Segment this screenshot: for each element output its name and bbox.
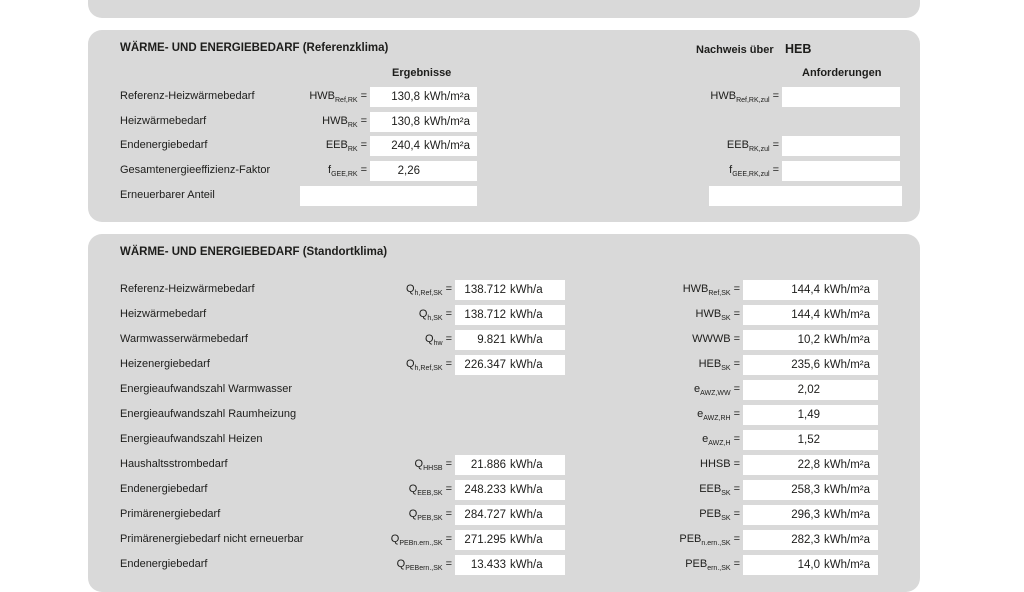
quantity-symbol: $Q_{h,SK}$ = — [418, 308, 452, 323]
nachweis-ueber-label: Nachweis über — [696, 44, 774, 56]
requirement-value-field[interactable] — [743, 430, 878, 450]
quantity-symbol: $Q_{PEBern.,SK}$ = — [396, 558, 452, 573]
section-title-standortklima: WÄRME- UND ENERGIEBEDARF (Standortklima) — [120, 246, 388, 258]
requirement-unit: kWh/m²a — [824, 309, 870, 321]
quantity-symbol: $HWB_{RK}$ = — [322, 114, 367, 129]
row-label: Gesamtenergieeffizienz-Faktor — [120, 164, 271, 177]
row-label: Primärenergiebedarf nicht erneuerbar — [120, 533, 304, 545]
value-number: 138.712 — [464, 284, 506, 296]
form-row — [88, 428, 920, 452]
requirement-value-field[interactable] — [743, 455, 878, 475]
value-unit: kWh/m²a — [424, 140, 470, 153]
quantity-symbol: $Q_{HHSB}$ = — [414, 458, 452, 473]
requirement-unit: kWh/m²a — [824, 509, 870, 521]
requirement-symbol: $HEB_{SK}$ = — [698, 358, 740, 373]
requirement-unit: kWh/m²a — [824, 284, 870, 296]
requirement-value-field[interactable] — [743, 305, 878, 325]
value-unit: kWh/a — [510, 359, 543, 371]
requirement-value-field[interactable] — [743, 530, 878, 550]
quantity-symbol: $Q_{h,Ref,SK}$ = — [405, 283, 452, 298]
previous-panel-fragment — [88, 0, 920, 18]
result-value-field[interactable] — [370, 87, 477, 107]
form-row — [88, 478, 920, 502]
requirement-number: 235,6 — [791, 359, 820, 371]
row-label: Endenergiebedarf — [120, 139, 208, 152]
quantity-symbol: $Q_{EEB,SK}$ = — [408, 483, 452, 498]
value-unit: kWh/m²a — [424, 115, 470, 128]
result-value-field[interactable] — [370, 161, 477, 181]
row-label: Energieaufwandszahl Raumheizung — [120, 408, 297, 420]
form-row — [88, 378, 920, 402]
value-unit: kWh/a — [510, 459, 543, 471]
requirement-symbol: $EEB_{RK,zul}$ = — [726, 139, 779, 154]
result-value-field[interactable] — [455, 505, 565, 525]
referenzklima-panel — [88, 30, 920, 222]
value-unit: kWh/a — [510, 484, 543, 496]
requirement-symbol: $PEB_{n.ern.,SK}$ = — [679, 533, 740, 548]
row-label: Referenz-Heizwärmebedarf — [120, 283, 255, 295]
form-row — [88, 159, 920, 183]
requirement-symbol: $HWB_{Ref,RK,zul}$ = — [710, 90, 779, 105]
result-value-field[interactable] — [455, 530, 565, 550]
requirement-value-field[interactable] — [782, 161, 900, 181]
requirement-symbol: $f_{GEE,RK,zul}$ = — [729, 164, 779, 179]
requirement-value-field[interactable] — [743, 505, 878, 525]
requirement-unit: kWh/m²a — [824, 359, 870, 371]
requirement-number: 1,52 — [797, 434, 820, 446]
requirement-unit: kWh/m²a — [824, 484, 870, 496]
value-unit: kWh/a — [510, 509, 543, 521]
renewable-share-field[interactable] — [300, 186, 477, 206]
form-row — [88, 353, 920, 377]
requirement-unit: kWh/m²a — [824, 459, 870, 471]
value-number: 284.727 — [464, 509, 506, 521]
form-row — [88, 553, 920, 577]
requirement-symbol: $HWB_{SK}$ = — [695, 308, 740, 323]
standortklima-panel — [88, 234, 920, 592]
requirement-unit: kWh/m²a — [824, 334, 870, 346]
row-label: Primärenergiebedarf — [120, 508, 221, 520]
form-row — [88, 503, 920, 527]
value-unit: kWh/a — [510, 284, 543, 296]
result-value-field[interactable] — [455, 555, 565, 575]
requirement-number: 10,2 — [797, 334, 820, 346]
requirement-symbol: WWWB = — [692, 333, 740, 345]
requirement-value-field[interactable] — [782, 136, 900, 156]
requirement-number: 1,49 — [797, 409, 820, 421]
requirement-symbol: $e_{AWZ,WW}$ = — [693, 383, 740, 398]
value-number: 226.347 — [464, 359, 506, 371]
form-row — [88, 528, 920, 552]
requirement-symbol: HHSB = — [700, 458, 740, 470]
requirement-number: 282,3 — [791, 534, 820, 546]
requirement-number: 144,4 — [791, 309, 820, 321]
form-row — [88, 328, 920, 352]
value-unit: kWh/a — [510, 309, 543, 321]
requirement-symbol: $EEB_{SK}$ = — [699, 483, 740, 498]
quantity-symbol: $Q_{hw}$ = — [425, 333, 452, 348]
form-row — [88, 303, 920, 327]
value-unit: kWh/a — [510, 534, 543, 546]
result-value-field[interactable] — [370, 112, 477, 132]
value-number: 9.821 — [477, 334, 506, 346]
requirement-value-field[interactable] — [743, 280, 878, 300]
result-value-field[interactable] — [455, 355, 565, 375]
row-label: Energieaufwandszahl Warmwasser — [120, 383, 292, 395]
renewable-share-requirement-field[interactable] — [709, 186, 902, 206]
value-unit: kWh/a — [510, 334, 543, 346]
value-number: 130,8 — [391, 115, 420, 128]
value-number: 271.295 — [464, 534, 506, 546]
requirement-unit: kWh/m²a — [824, 559, 870, 571]
value-unit: kWh/m²a — [424, 91, 470, 103]
result-value-field[interactable] — [455, 280, 565, 300]
requirement-value-field[interactable] — [743, 380, 878, 400]
row-label: Energieaufwandszahl Heizen — [120, 433, 263, 445]
result-value-field[interactable] — [455, 480, 565, 500]
result-value-field[interactable] — [455, 330, 565, 350]
requirement-symbol: $PEB_{ern.,SK}$ = — [685, 558, 740, 573]
requirement-value-field[interactable] — [743, 555, 878, 575]
value-unit: kWh/a — [510, 559, 543, 571]
quantity-symbol: $Q_{PEB,SK}$ = — [408, 508, 452, 523]
requirement-number: 2,02 — [797, 384, 820, 396]
row-label: Endenergiebedarf — [120, 558, 208, 570]
form-row — [88, 134, 920, 158]
form-row — [88, 403, 920, 427]
quantity-symbol: $HWB_{Ref,RK}$ = — [309, 90, 367, 105]
quantity-symbol: $EEB_{RK}$ = — [325, 139, 367, 154]
requirement-value-field[interactable] — [743, 405, 878, 425]
requirement-number: 296,3 — [791, 509, 820, 521]
row-label: Heizenergiebedarf — [120, 358, 210, 370]
form-row — [88, 184, 920, 208]
requirements-column-header: Anforderungen — [802, 67, 882, 79]
row-label: Warmwasserwärmebedarf — [120, 333, 248, 345]
nachweis-method-value: HEB — [785, 42, 812, 56]
section-title-referenzklima: WÄRME- UND ENERGIEBEDARF (Referenzklima) — [120, 42, 389, 54]
requirement-value-field[interactable] — [782, 87, 900, 107]
value-number: 2,26 — [397, 165, 420, 178]
result-value-field[interactable] — [370, 136, 477, 156]
results-column-header: Ergebnisse — [392, 67, 452, 79]
row-label: Endenergiebedarf — [120, 483, 208, 495]
quantity-symbol: $Q_{PEBn.ern.,SK}$ = — [390, 533, 452, 548]
requirement-symbol: $PEB_{SK}$ = — [699, 508, 740, 523]
form-row — [88, 453, 920, 477]
value-number: 13.433 — [470, 559, 506, 571]
value-number: 248.233 — [464, 484, 506, 496]
value-number: 240,4 — [391, 140, 420, 153]
row-label: Referenz-Heizwärmebedarf — [120, 90, 255, 102]
result-value-field[interactable] — [455, 305, 565, 325]
requirement-symbol: $e_{AWZ,H}$ = — [702, 433, 740, 448]
requirement-symbol: $HWB_{Ref,SK}$ = — [682, 283, 740, 298]
requirement-number: 258,3 — [791, 484, 820, 496]
requirement-number: 14,0 — [797, 559, 820, 571]
requirement-unit: kWh/m²a — [824, 534, 870, 546]
form-row — [88, 278, 920, 302]
value-number: 21.886 — [470, 459, 506, 471]
row-label: Erneuerbarer Anteil — [120, 188, 215, 201]
requirement-number: 144,4 — [791, 284, 820, 296]
requirement-value-field[interactable] — [743, 480, 878, 500]
value-number: 130,8 — [391, 91, 420, 103]
row-label: Heizwärmebedarf — [120, 114, 207, 127]
requirement-symbol: $e_{AWZ,RH}$ = — [697, 408, 740, 423]
row-label: Haushaltsstrombedarf — [120, 458, 228, 470]
quantity-symbol: $f_{GEE,RK}$ = — [328, 164, 367, 179]
value-number: 138.712 — [464, 309, 506, 321]
requirement-number: 22,8 — [797, 459, 820, 471]
form-row — [88, 85, 920, 109]
requirement-value-field[interactable] — [743, 355, 878, 375]
row-label: Heizwärmebedarf — [120, 308, 207, 320]
requirement-value-field[interactable] — [743, 330, 878, 350]
result-value-field[interactable] — [455, 455, 565, 475]
quantity-symbol: $Q_{h,Ref,SK}$ = — [405, 358, 452, 373]
form-row — [88, 110, 920, 134]
